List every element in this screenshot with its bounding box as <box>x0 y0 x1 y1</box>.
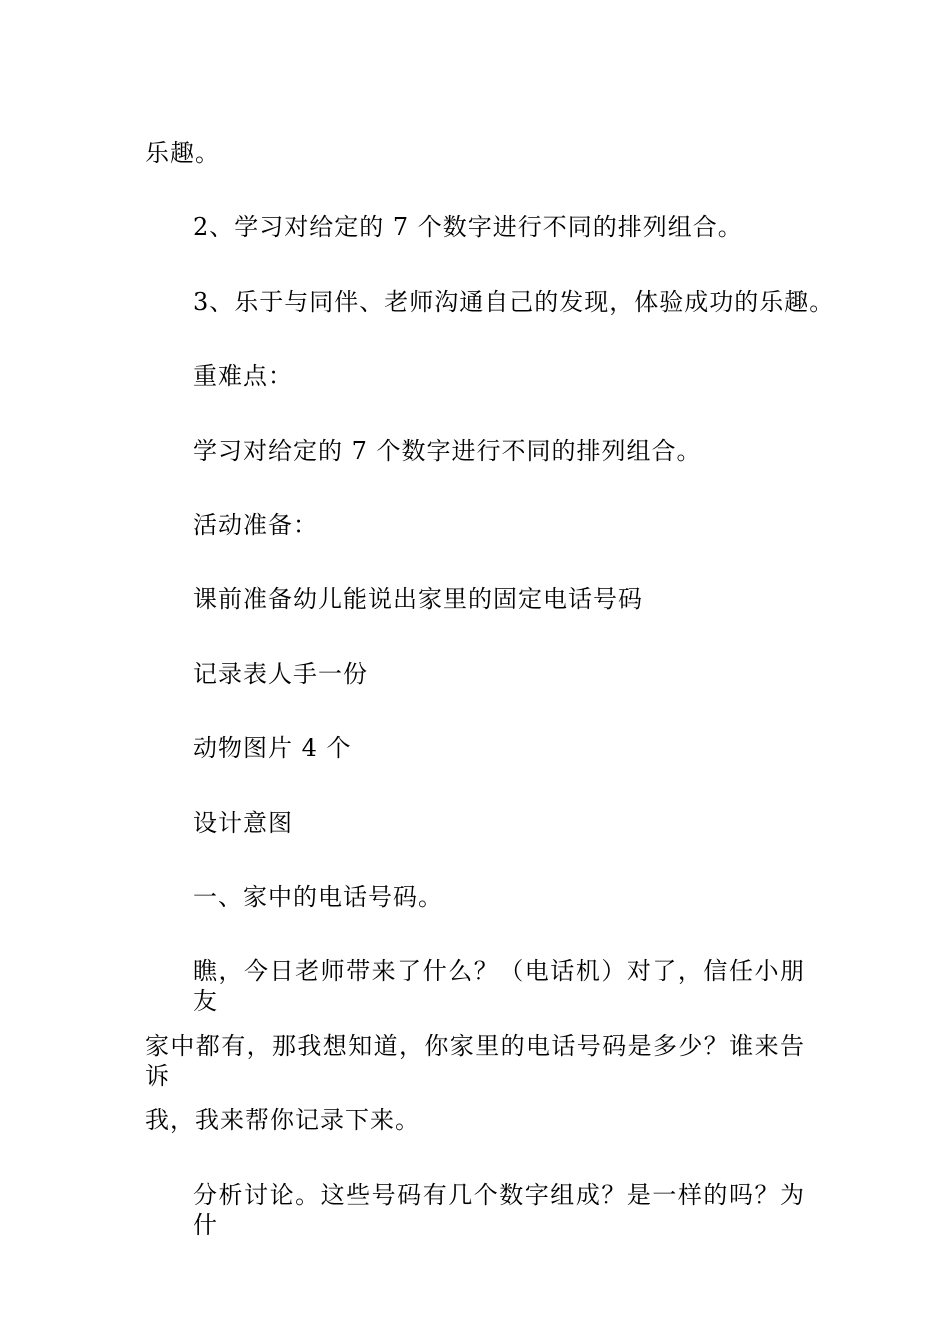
preparation-item-1: 课前准备幼儿能说出家里的固定电话号码 <box>193 585 643 613</box>
section-heading-key-points: 重难点： <box>193 362 293 390</box>
key-points-text: 学习对给定的 7 个数字进行不同的排列组合。 <box>193 437 702 465</box>
paragraph-line: 我，我来帮你记录下来。 <box>145 1106 420 1134</box>
objective-3: 3、乐于与同伴、老师沟通自己的发现，体验成功的乐趣。 <box>193 288 835 316</box>
paragraph-line: 分析讨论。这些号码有几个数字组成？是一样的吗？为什 <box>193 1181 805 1239</box>
step-1-heading: 一、家中的电话号码。 <box>193 883 443 911</box>
paragraph-line: 乐趣。 <box>145 139 220 167</box>
section-heading-preparation: 活动准备： <box>193 511 318 539</box>
paragraph-line: 家中都有，那我想知道，你家里的电话号码是多少？谁来告诉 <box>145 1032 805 1090</box>
objective-2: 2、学习对给定的 7 个数字进行不同的排列组合。 <box>193 213 743 241</box>
preparation-item-2: 记录表人手一份 <box>193 660 368 688</box>
section-heading-design: 设计意图 <box>193 809 293 837</box>
preparation-item-3: 动物图片 4 个 <box>193 734 352 762</box>
paragraph-line: 瞧，今日老师带来了什么？（电话机）对了，信任小朋友 <box>193 957 805 1015</box>
